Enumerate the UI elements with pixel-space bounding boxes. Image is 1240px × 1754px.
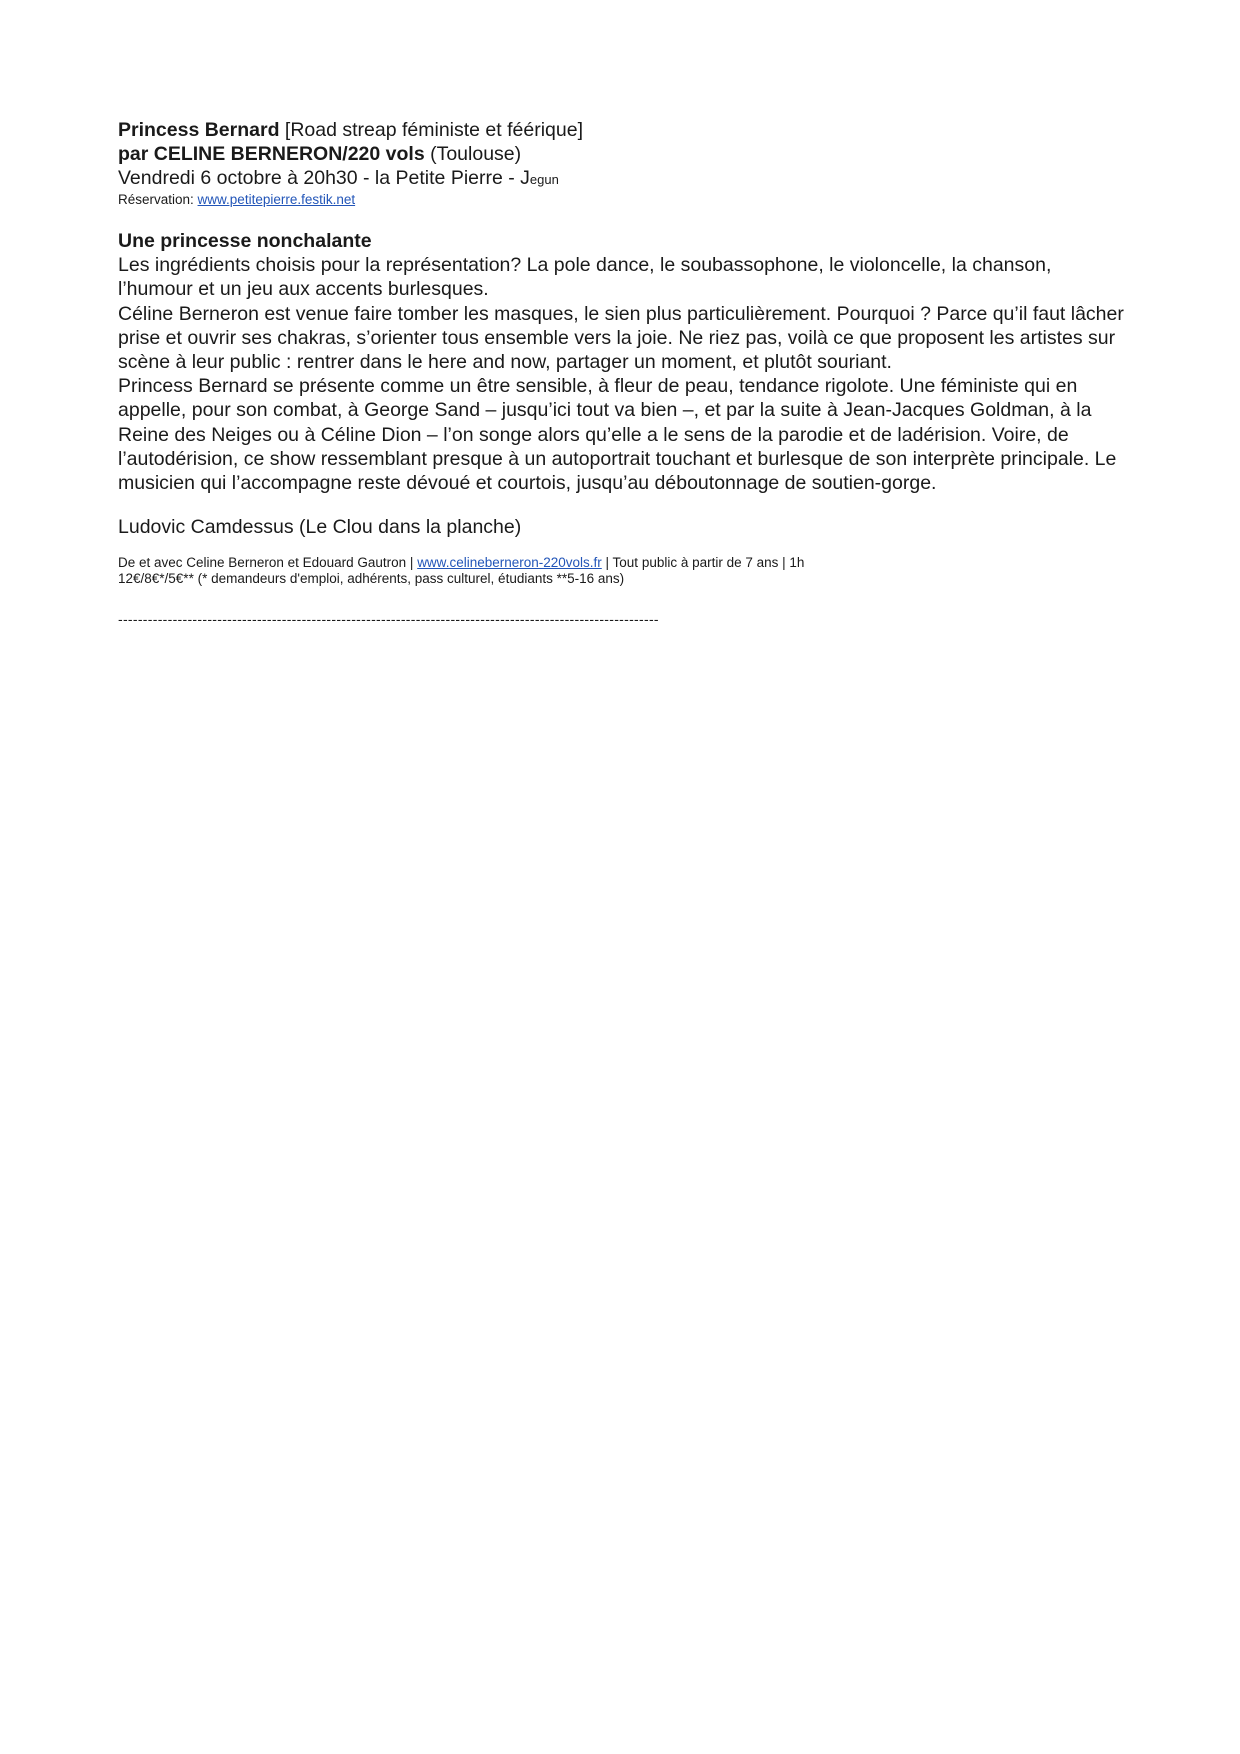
credits-link[interactable]: www.celineberneron-220vols.fr [417, 555, 602, 571]
credits-prefix: De et avec Celine Berneron et Edouard Gautron | [118, 555, 418, 571]
event-date-text: Vendredi 6 octobre à 20h30 - la Petite Pierre - J [118, 167, 530, 189]
reservation-link[interactable]: www.petitepierre.festik.net [197, 192, 356, 207]
event-date-suffix: egun [529, 172, 559, 187]
event-date [118, 166, 1128, 192]
separator-line: ------------------------------------------------------------------------------------------------------------- [118, 611, 659, 628]
show-subtitle: [Road streap féministe et féérique] [279, 119, 583, 141]
article-paragraph-1: Les ingrédients choisis pour la représentation? La pole dance, le soubassophone, le violoncelle, la chanson, l’humour et un jeu aux accents burlesques. [118, 254, 1052, 301]
article-heading: Une princesse nonchalante [118, 230, 372, 252]
event-article [118, 118, 1128, 627]
article-paragraph-2: Céline Berneron est venue faire tomber les masques, le sien plus particulièrement. Pourquoi ? Parce qu’il faut lâcher prise et ouvrir ses chakras, s’orienter tous ensemble vers la joie. Ne riez pas, voilà ce que proposent les artistes sur scène à leur public : rentrer dans le here and now, partager un moment, et plutôt souriant. [118, 302, 1124, 374]
company-name: par CELINE BERNERON/220 vols [118, 143, 425, 165]
credits-line [118, 555, 1128, 571]
company-line [118, 142, 1128, 166]
reservation-label: Réservation: [118, 192, 198, 207]
article-paragraph-3: Princess Bernard se présente comme un être sensible, à fleur de peau, tendance rigolote. Une féministe qui en appelle, pour son combat, à George Sand – jusqu’ici tout va bien –, et par la suite à Jean-Jacques Goldman, à la Reine des Neiges ou à Céline Dion – l’on songe alors qu’elle a le sens de la parodie et de ladérision. Voire, de l’autodérision, ce show ressemblant presque à un autoportrait touchant et burlesque de son interprète principale. Le musicien qui l’accompagne reste dévoué et courtois, jusqu’au déboutonnage de soutien-gorge. [118, 375, 1117, 495]
show-title: Princess Bernard [118, 119, 280, 141]
prices-line: 12€/8€*/5€** (* demandeurs d'emploi, adhérents, pass culturel, étudiants **5-16 ans) [118, 571, 625, 587]
credits-suffix: | Tout public à partir de 7 ans | 1h [601, 555, 805, 571]
reservation-line [118, 192, 1128, 208]
company-city: (Toulouse) [424, 143, 522, 165]
show-title-line [118, 118, 1128, 142]
article-author: Ludovic Camdessus (Le Clou dans la planche) [118, 516, 522, 539]
